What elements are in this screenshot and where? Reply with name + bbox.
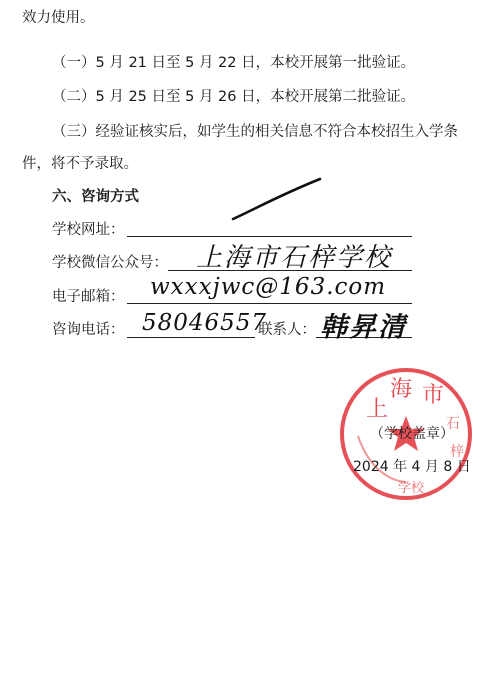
email-handwritten-value: wxxxjwc@163.com — [150, 274, 387, 300]
svg-text:梓: 梓 — [450, 444, 464, 460]
email-underline — [127, 303, 412, 304]
wechat-handwritten-value: 上海市石梓学校 — [196, 243, 393, 273]
phone-handwritten-value: 58046557 — [142, 310, 268, 336]
website-slash-mark — [225, 175, 325, 225]
email-label: 电子邮箱： — [52, 289, 125, 305]
verification-item-1: （一）5 月 21 日至 5 月 22 日，本校开展第一批验证。 — [52, 55, 416, 71]
section-heading-contact: 六、咨询方式 — [52, 189, 139, 205]
svg-text:学校: 学校 — [398, 481, 425, 496]
contact-person-label: 联系人： — [258, 322, 316, 338]
contact-person-handwritten-value: 韩昇清 — [320, 312, 407, 343]
document-date: 2024 年 4 月 8 日 — [353, 459, 471, 475]
svg-text:海: 海 — [390, 377, 413, 402]
phone-underline — [127, 337, 255, 338]
verification-item-3-line-2: 件，将不予录取。 — [22, 156, 138, 172]
svg-text:市: 市 — [422, 383, 445, 408]
phone-label: 咨询电话： — [52, 322, 125, 338]
svg-text:石: 石 — [446, 416, 460, 432]
svg-text:上: 上 — [366, 397, 389, 422]
verification-item-3-line-1: （三）经验证核实后，如学生的相关信息不符合本校招生入学条 — [52, 124, 458, 140]
wechat-label: 学校微信公众号： — [52, 255, 168, 271]
paragraph-tail: 效力使用。 — [22, 10, 95, 26]
verification-item-2: （二）5 月 25 日至 5 月 26 日，本校开展第二批验证。 — [52, 89, 416, 105]
website-label: 学校网址： — [52, 222, 125, 238]
seal-caption: （学校盖章） — [370, 426, 454, 442]
